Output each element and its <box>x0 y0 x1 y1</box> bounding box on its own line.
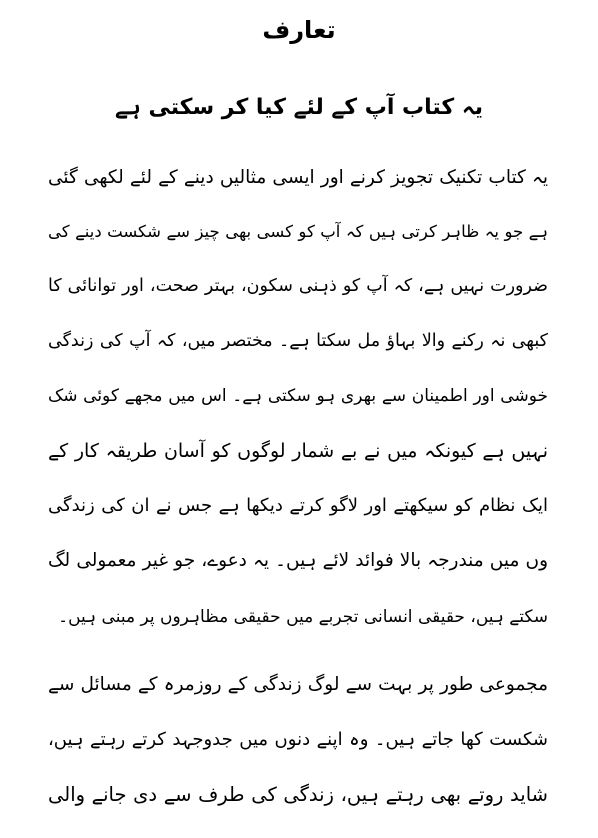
text-line: مجموعی طور پر بہت سے لوگ زندگی کے روزمرہ کے مسائل سے <box>48 674 548 695</box>
section-heading: یہ کتاب آپ کے لئے کیا کر سکتی ہے <box>115 95 483 120</box>
text-line: ضرورت نہیں ہے، کہ آپ کو ذہنی سکون، بہتر صحت، اور توانائی کا <box>48 276 548 296</box>
text-line: کبھی نہ رکنے والا بہاؤ مل سکتا ہے۔ مختصر میں، کہ آپ کی زندگی <box>48 331 548 351</box>
text-line: یہ کتاب تکنیک تجویز کرنے اور ایسی مثالیں دینے کے لئے لکھی گئی <box>48 167 548 188</box>
page-title: تعارف <box>262 16 336 44</box>
text-line: خوشی اور اطمینان سے بھری ہو سکتی ہے۔ اس میں مجھے کوئی شک <box>48 386 548 406</box>
text-line: سکتے ہیں، حقیقی انسانی تجربے میں حقیقی مظاہروں پر مبنی ہیں۔ <box>58 607 548 627</box>
text-line: شکست کھا جاتے ہیں۔ وہ اپنے دنوں میں جدوجہد کرتے رہتے ہیں، <box>48 729 548 750</box>
text-line: نہیں ہے کیونکہ میں نے بے شمار لوگوں کو آسان طریقہ کار کے <box>48 440 548 462</box>
text-line: شاید روتے بھی رہتے ہیں، زندگی کی طرف سے دی جانے والی <box>48 783 548 806</box>
text-line: وں میں مندرجہ بالا فوائد لائے ہیں۔ یہ دعوے، جو غیر معمولی لگ <box>48 550 548 571</box>
text-line: ایک نظام کو سیکھتے اور لاگو کرتے دیکھا ہے جس نے ان کی زندگی <box>48 495 548 516</box>
text-line: ہے جو یہ ظاہر کرتی ہیں کہ آپ کو کسی بھی چیز سے شکست دینے کی <box>48 222 548 241</box>
